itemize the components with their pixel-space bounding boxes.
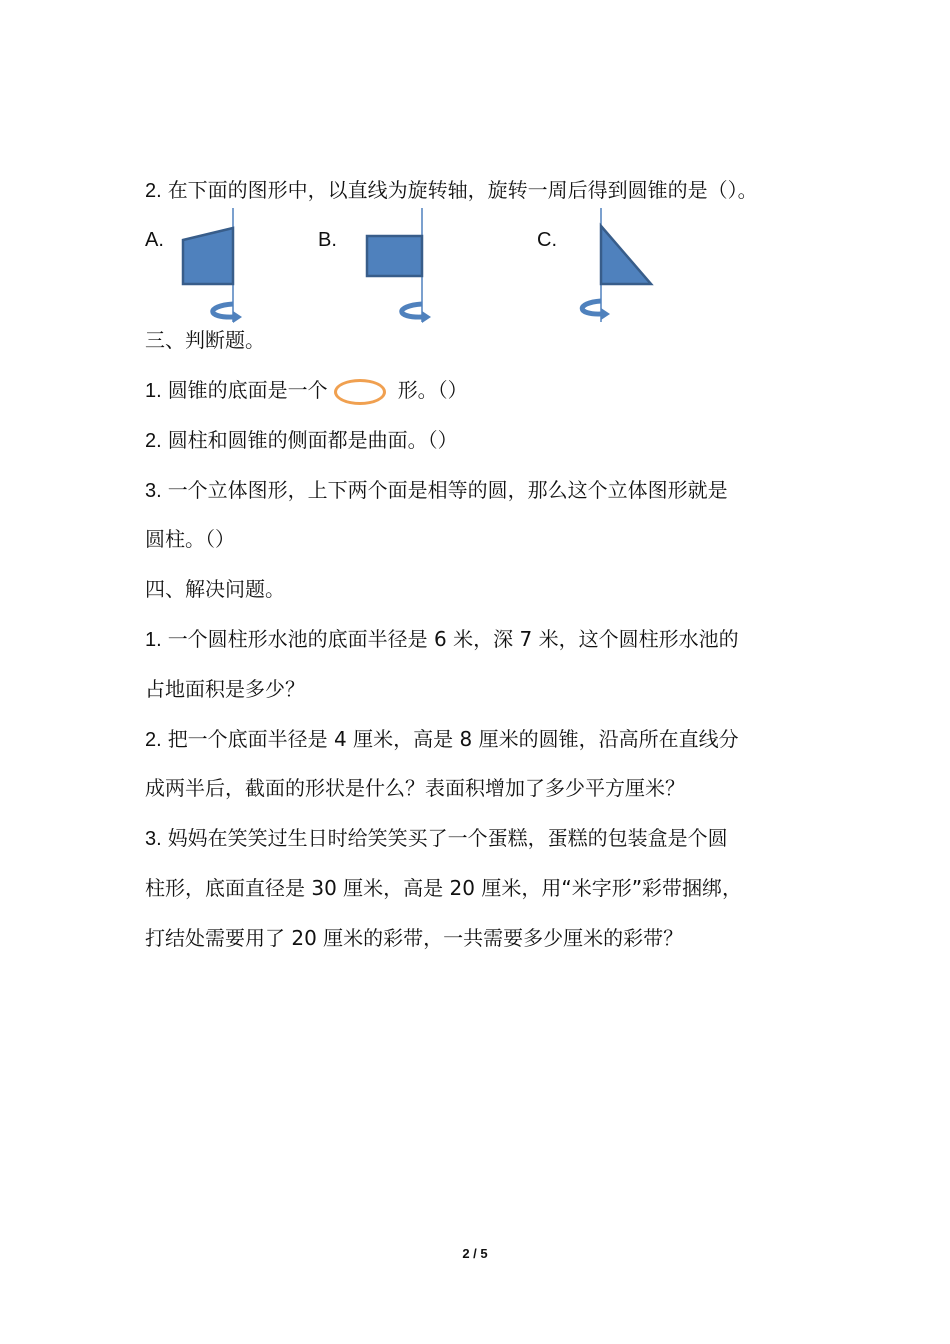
problem-item-2: [145, 725, 825, 754]
item-number: 2.: [145, 729, 162, 751]
arrow-head: [233, 311, 242, 323]
item-text: 一个立体图形，上下两个面是相等的圆，那么这个立体图形就是: [167, 478, 728, 502]
arrow-head: [601, 308, 610, 320]
judge-item-3-cont: 圆柱。（）: [145, 527, 235, 551]
triangle-shape: [601, 226, 651, 284]
problem-item-3-cont: 柱形，底面直径是 30 厘米，高是 20 厘米，用“米字形”彩带捆绑，: [145, 876, 743, 900]
judge-item-2: [145, 426, 825, 455]
item-text-after: 形。（）: [397, 378, 468, 402]
problem-item-2-cont: 成两半后，截面的形状是什么？表面积增加了多少平方厘米？: [145, 776, 685, 800]
rotation-arrow-icon: [213, 304, 233, 317]
problem-item-3-cont2: 打结处需要用了 20 厘米的彩带，一共需要多少厘米的彩带？: [145, 926, 684, 950]
figure-c-triangle: [575, 206, 665, 326]
section-4-title: 四、解决问题。: [145, 577, 285, 601]
problem-item-1-cont: 占地面积是多少？: [145, 677, 305, 701]
item-number: 1.: [145, 629, 162, 651]
figure-b-square: [360, 206, 450, 326]
item-number: 3.: [145, 480, 162, 502]
item-number: 2.: [145, 430, 162, 452]
rotation-arrow-icon: [582, 301, 601, 314]
item-text: 一个圆柱形水池的底面半径是 6 米，深 7 米，这个圆柱形水池的: [167, 627, 739, 651]
trapezoid-shape: [183, 228, 233, 284]
item-text: 妈妈在笑笑过生日时给笑笑买了一个蛋糕，蛋糕的包装盒是个圆: [167, 826, 728, 850]
oval-shape-icon: [334, 379, 386, 405]
rotation-arrow-icon: [402, 304, 422, 317]
item-number: 3.: [145, 828, 162, 850]
section-3-title: 三、判断题。: [145, 328, 265, 352]
judge-item-1: [145, 376, 825, 405]
item-text: 圆柱和圆锥的侧面都是曲面。（）: [167, 428, 458, 452]
option-b-label: B.: [318, 229, 337, 251]
question-number: 2.: [145, 180, 162, 202]
option-c-label: C.: [537, 229, 557, 251]
square-shape: [367, 236, 422, 276]
item-text-before: 圆锥的底面是一个: [167, 378, 328, 402]
question-2: [145, 176, 825, 205]
item-number: 1.: [145, 380, 162, 402]
arrow-head: [422, 311, 431, 323]
option-a-label: A.: [145, 229, 164, 251]
figure-a-trapezoid: [175, 206, 255, 326]
problem-item-3: [145, 824, 825, 853]
judge-item-3: [145, 476, 825, 505]
item-text: 把一个底面半径是 4 厘米，高是 8 厘米的圆锥，沿高所在直线分: [167, 727, 739, 751]
question-text: 在下面的图形中，以直线为旋转轴，旋转一周后得到圆锥的是（）。: [167, 178, 758, 202]
problem-item-1: [145, 625, 825, 654]
page-number: 2 / 5: [462, 1246, 488, 1261]
